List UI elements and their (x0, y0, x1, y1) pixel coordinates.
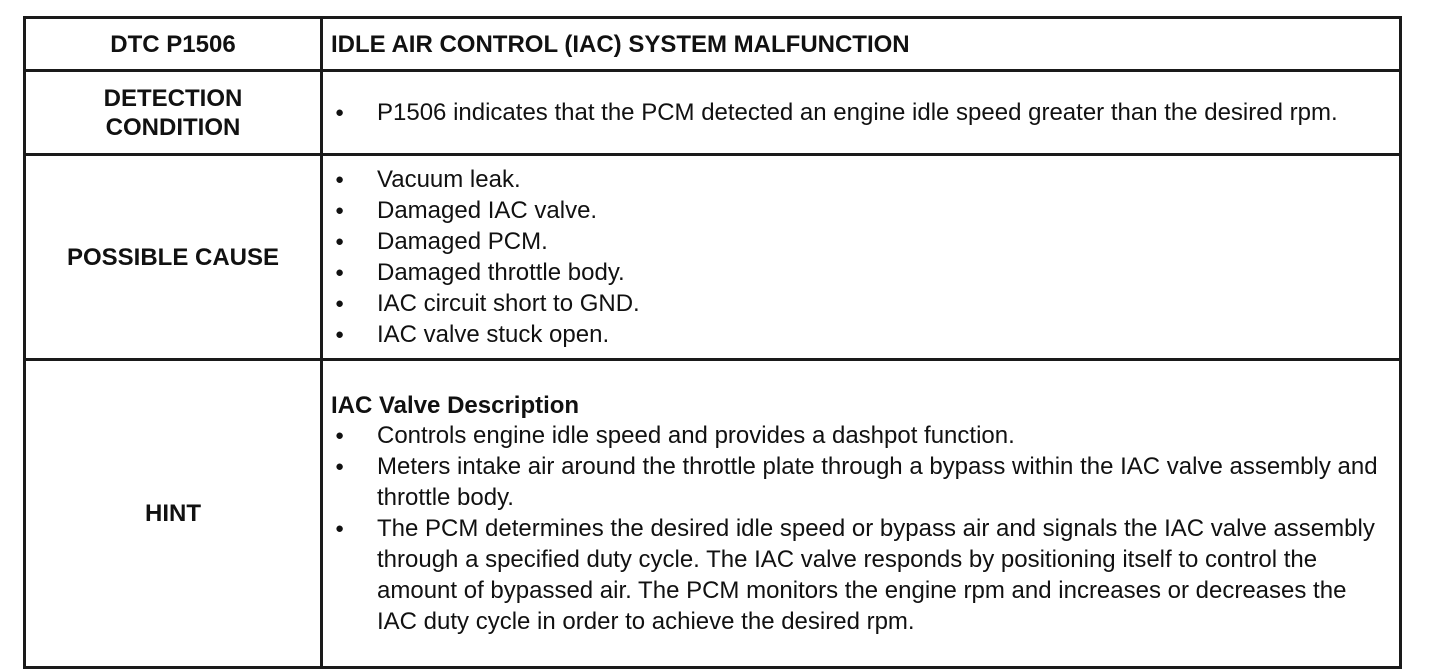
list-item: ● P1506 indicates that the PCM detected an engine idle speed greater than the desired rpm. (331, 97, 1385, 128)
list-item: ● The PCM determines the desired idle speed or bypass air and signals the IAC valve assembly through a specified duty cycle. The IAC valve responds by positioning itself to control the amount of bypassed air. The PCM monitors the engine rpm and increases or decreases the IAC duty cycle in order to achieve the desired rpm. (331, 513, 1385, 637)
table-row (25, 360, 1401, 668)
list-item: ● Damaged IAC valve. (331, 195, 1385, 226)
bullet-list (331, 164, 1385, 350)
detection-condition-label (25, 71, 322, 155)
hint-content (322, 360, 1401, 668)
list-item: ● Vacuum leak. (331, 164, 1385, 195)
list-item: ● Meters intake air around the throttle plate through a bypass within the IAC valve assembly and throttle body. (331, 451, 1385, 513)
dtc-code-label: DTC P1506 (25, 18, 322, 71)
list-item: ● IAC valve stuck open. (331, 319, 1385, 350)
dtc-table (23, 16, 1402, 669)
list-item: ● Damaged throttle body. (331, 257, 1385, 288)
hint-label: HINT (25, 360, 322, 668)
label-line: CONDITION (105, 113, 241, 141)
bullet-list (331, 97, 1385, 128)
dtc-title: IDLE AIR CONTROL (IAC) SYSTEM MALFUNCTION (322, 18, 1401, 71)
bullet-list (331, 420, 1385, 637)
list-item: ● Damaged PCM. (331, 226, 1385, 257)
possible-cause-label: POSSIBLE CAUSE (25, 155, 322, 360)
list-item: ● IAC circuit short to GND. (331, 288, 1385, 319)
list-item: ● Controls engine idle speed and provides a dashpot function. (331, 420, 1385, 451)
possible-cause-content (322, 155, 1401, 360)
table-row (25, 71, 1401, 155)
table-row (25, 155, 1401, 360)
table-row (25, 18, 1401, 71)
hint-heading: IAC Valve Description (331, 391, 580, 419)
detection-condition-content (322, 71, 1401, 155)
label-line: DETECTION (103, 84, 243, 112)
